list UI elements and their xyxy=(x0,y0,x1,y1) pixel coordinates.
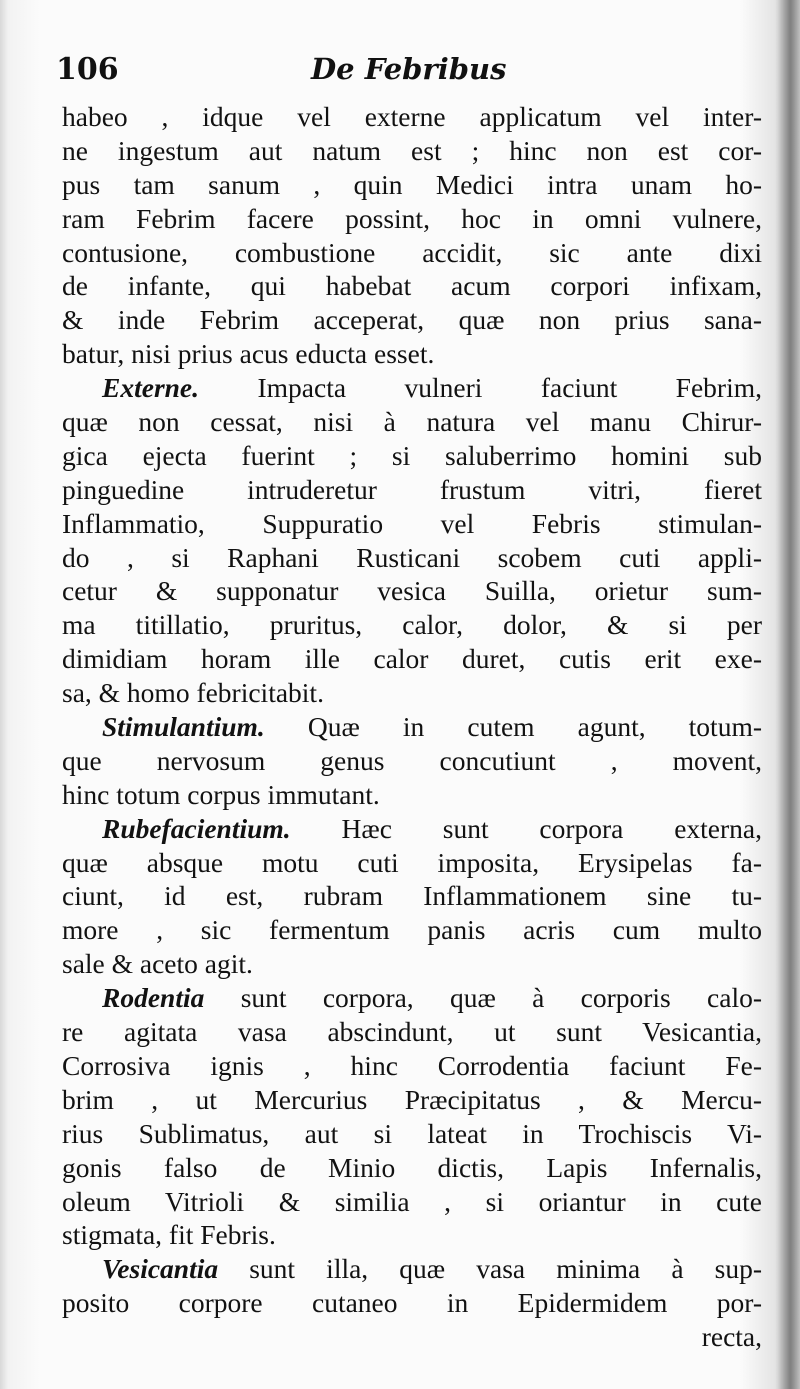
text-line: quæ non cessat, nisi à natura vel manu Chirur- xyxy=(62,406,762,438)
text-line: ne ingestum aut natum est ; hinc non est cor- xyxy=(62,134,762,166)
text-line: Inflammatio, Suppuratio vel Febris stimulan- xyxy=(62,507,762,539)
paragraph-first-line xyxy=(62,371,762,405)
text-line: batur, nisi prius acus educta esset. xyxy=(62,338,435,370)
running-title: De Febribus xyxy=(311,52,507,86)
text-line: brim , ut Mercurius Præcipitatus , & Mercu- xyxy=(62,1083,762,1115)
text-line: sale & aceto agit. xyxy=(62,948,253,980)
text-line: contusione, combustione accidit, sic ante dixi xyxy=(62,236,762,268)
text-line: & inde Febrim acceperat, quæ non prius sana- xyxy=(62,304,762,336)
text-line: hinc totum corpus immutant. xyxy=(62,778,380,810)
text-line: more , sic fermentum panis acris cum multo xyxy=(62,914,762,946)
page-number: 106 xyxy=(56,52,119,87)
paragraph-term: Rodentia xyxy=(102,982,205,1014)
paragraph-first-line xyxy=(62,812,762,846)
text-run: sunt illa, quæ vasa minima à sup- xyxy=(249,1253,762,1285)
text-line: ram Febrim facere possint, hoc in omni vulnere, xyxy=(62,202,762,234)
text-run: sunt corpora, quæ à corporis calo- xyxy=(240,982,763,1014)
text-line: cetur & supponatur vesica Suilla, orietur sum- xyxy=(62,575,762,607)
text-run: Hæc sunt corpora externa, xyxy=(341,812,762,844)
text-line: ciunt, id est, rubram Inflammationem sine tu- xyxy=(62,880,762,912)
page-header xyxy=(56,52,756,98)
text-line: Corrosiva ignis , hinc Corrodentia faciunt Fe- xyxy=(62,1049,762,1081)
text-line: re agitata vasa abscindunt, ut sunt Vesicantia, xyxy=(62,1016,762,1048)
body-text xyxy=(62,100,762,1354)
text-line: quæ absque motu cuti imposita, Erysipelas fa- xyxy=(62,846,762,878)
paragraph-term: Externe. xyxy=(102,372,200,404)
text-line: pinguedine intruderetur frustum vitri, fieret xyxy=(62,473,762,505)
text-line: habeo , idque vel externe applicatum vel inter- xyxy=(62,101,762,132)
text-line: sa, & homo febricitabit. xyxy=(62,677,324,709)
catchword: recta, xyxy=(701,1321,762,1353)
text-line: stigmata, fit Febris. xyxy=(62,1219,276,1251)
text-run: Impacta vulneri faciunt Febrim, xyxy=(257,372,762,404)
text-line: rius Sublimatus, aut si lateat in Trochiscis Vi- xyxy=(62,1117,762,1149)
paragraph-first-line xyxy=(62,710,762,744)
spine-shadow xyxy=(778,0,800,1389)
paragraph-first-line xyxy=(62,1252,762,1286)
paragraph-term: Rubefacientium. xyxy=(102,812,291,844)
text-line: gonis falso de Minio dictis, Lapis Infernalis, xyxy=(62,1151,762,1183)
text-line: gica ejecta fuerint ; si saluberrimo homini sub xyxy=(62,439,762,471)
text-run: Quæ in cutem agunt, totum- xyxy=(307,711,762,743)
text-line: do , si Raphani Rusticani scobem cuti appli- xyxy=(62,541,762,573)
text-line: de infante, qui habebat acum corpori infixam, xyxy=(62,270,762,302)
text-line: dimidiam horam ille calor duret, cutis erit exe- xyxy=(62,643,762,675)
paragraph-first-line xyxy=(62,981,762,1015)
paragraph-term: Stimulantium. xyxy=(102,711,265,743)
text-line: oleum Vitrioli & similia , si oriantur in cute xyxy=(62,1185,762,1217)
text-line: posito corpore cutaneo in Epidermidem por- xyxy=(62,1287,762,1319)
text-line: que nervosum genus concutiunt , movent, xyxy=(62,744,762,776)
text-line: ma titillatio, pruritus, calor, dolor, & si per xyxy=(62,609,762,641)
text-line: pus tam sanum , quin Medici intra unam ho- xyxy=(62,168,762,200)
paragraph-term: Vesicantia xyxy=(102,1253,219,1285)
